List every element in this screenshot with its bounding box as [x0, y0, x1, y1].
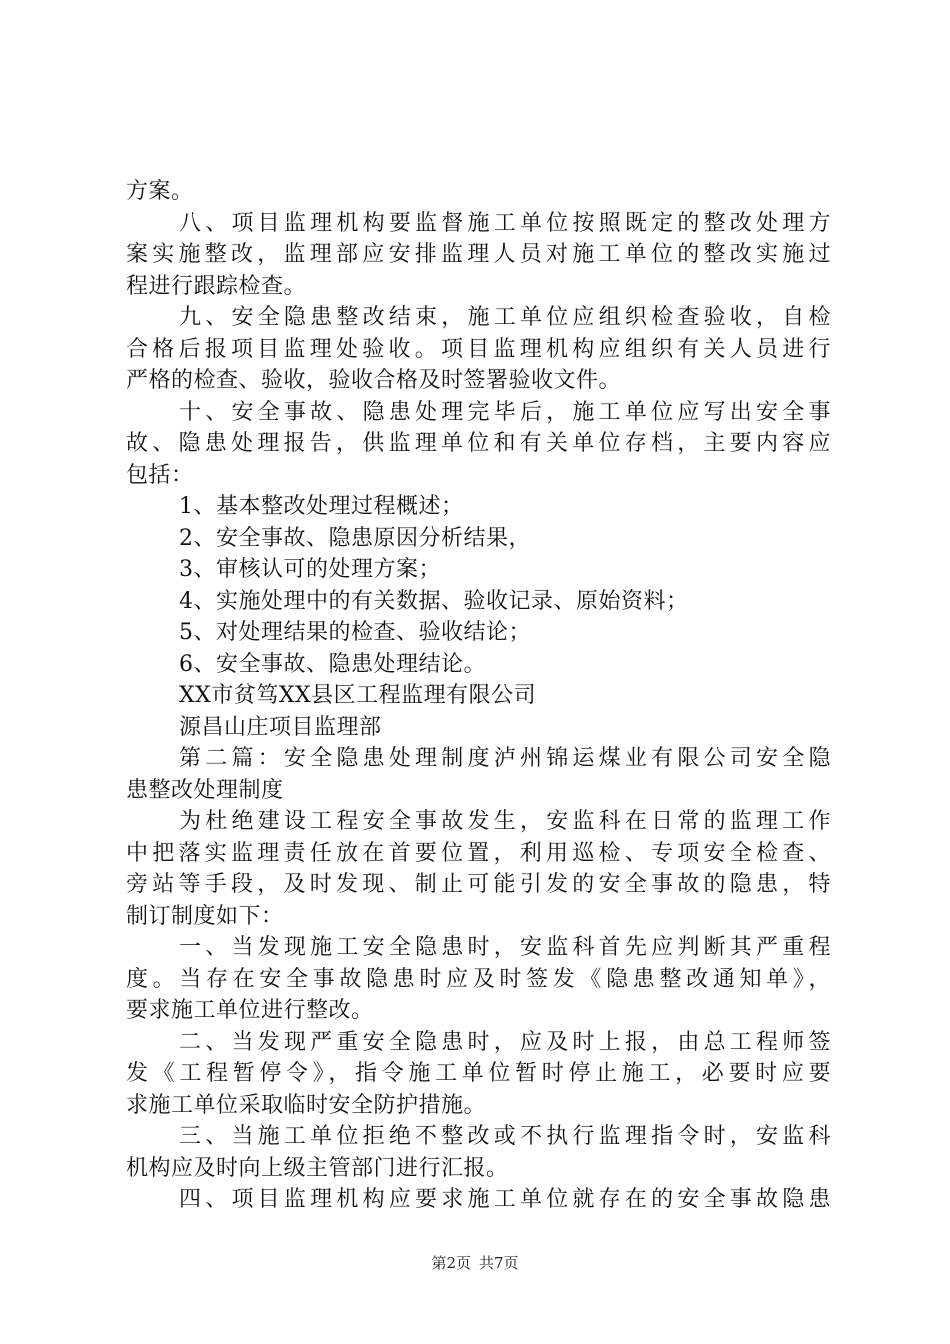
text-line: 求施工单位采取临时安全防护措施。 [126, 1092, 487, 1118]
section-heading: 第二篇：安全隐患处理制度泸州锦运煤业有限公司安全隐 [179, 746, 831, 771]
text-line: 中把落实监理责任放在首要位置，利用巡检、专项安全检查、 [126, 840, 831, 866]
text-line: 程进行跟踪检查。 [126, 273, 307, 299]
text-line: 故、隐患处理报告，供监理单位和有关单位存档，主要内容应 [126, 431, 831, 456]
text-line: 旁站等手段，及时发现、制止可能引发的安全事故的隐患，特 [126, 872, 831, 897]
page-total: 共7页 [479, 1254, 519, 1272]
text-line: 为杜绝建设工程安全事故发生，安监科在日常的监理工作 [179, 809, 831, 834]
text-line: 度。当存在安全事故隐患时应及时签发《隐患整改通知单》， [126, 966, 831, 992]
text-line: 四、项目监理机构应要求施工单位就存在的安全事故隐患 [179, 1187, 831, 1212]
page-footer [0, 1254, 950, 1272]
list-item: 5、对处理结果的检查、验收结论； [179, 620, 531, 645]
list-item: 4、实施处理中的有关数据、验收记录、原始资料； [179, 588, 689, 614]
list-item: 6、安全事故、隐患处理结论。 [179, 651, 486, 677]
document-body [126, 176, 831, 1216]
text-line: 一、当发现施工安全隐患时，安监科首先应判断其严重程 [179, 935, 831, 960]
text-line: 案实施整改，监理部应安排监理人员对施工单位的整改实施过 [126, 242, 831, 267]
text-line: 二、当发现严重安全隐患时，应及时上报，由总工程师签 [179, 1029, 831, 1055]
list-item: 2、安全事故、隐患原因分析结果， [179, 525, 531, 551]
text-line: 包括： [126, 462, 194, 488]
text-line: 严格的检查、验收，验收合格及时签署验收文件。 [126, 368, 622, 393]
text-line: 八、项目监理机构要监督施工单位按照既定的整改处理方 [179, 210, 831, 236]
text-line: 制订制度如下： [126, 903, 284, 929]
text-line: 十、安全事故、隐患处理完毕后，施工单位应写出安全事 [179, 399, 831, 425]
text-line: 机构应及时向上级主管部门进行汇报。 [126, 1155, 509, 1181]
department-name: 源昌山庄项目监理部 [179, 714, 382, 740]
page-number: 第2页 [431, 1254, 471, 1272]
text-line: 三、当施工单位拒绝不整改或不执行监理指令时，安监科 [179, 1124, 831, 1149]
text-line: 要求施工单位进行整改。 [126, 998, 374, 1023]
list-item: 3、审核认可的处理方案； [179, 557, 441, 582]
section-heading: 患整改处理制度 [126, 777, 284, 803]
list-item: 1、基本整改处理过程概述； [179, 494, 464, 519]
company-name: XX市贫笃XX县区工程监理有限公司 [179, 683, 537, 708]
text-line: 发《工程暂停令》，指令施工单位暂时停止施工，必要时应要 [126, 1061, 831, 1086]
text-line: 九、安全隐患整改结束，施工单位应组织检查验收，自检 [179, 305, 831, 330]
text-line: 方案。 [126, 179, 194, 204]
text-line: 合格后报项目监理处验收。项目监理机构应组织有关人员进行 [126, 336, 831, 362]
